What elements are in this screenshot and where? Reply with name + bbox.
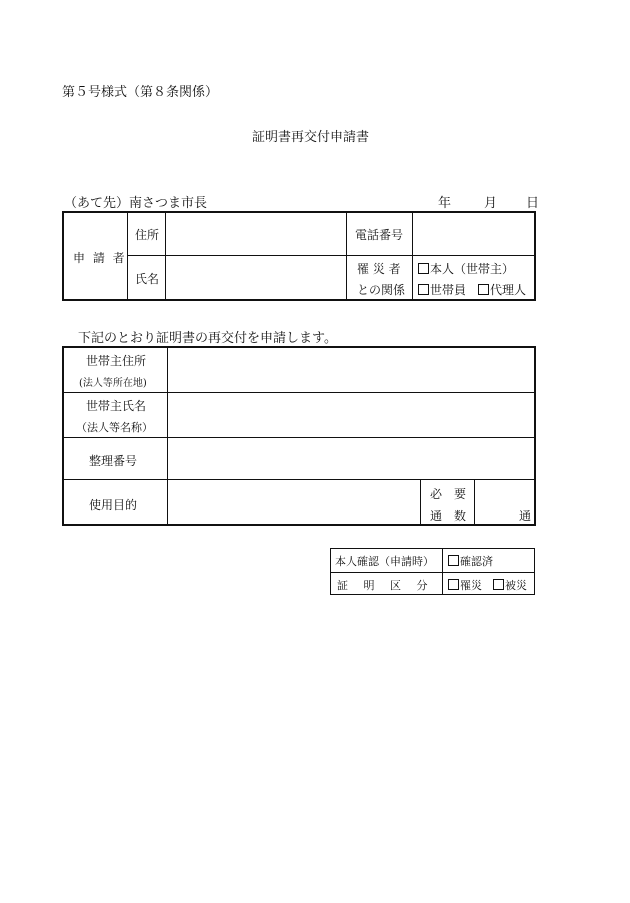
option-damage[interactable] (448, 577, 482, 593)
identity-check-option-label: 確認済 (460, 555, 493, 568)
checkbox-icon[interactable] (448, 579, 459, 590)
divider (331, 572, 534, 573)
checkbox-icon[interactable] (478, 284, 489, 295)
household-address-label: 世帯主住所 (86, 354, 147, 368)
applicant-header: 申 請 者 (73, 251, 127, 265)
option-member-label: 世帯員 (430, 283, 467, 297)
address-label: 住所 (135, 228, 160, 242)
office-use-table (330, 548, 535, 595)
relation-label-line2: との関係 (357, 283, 406, 297)
phone-label: 電話番号 (355, 228, 404, 242)
checkbox-icon[interactable] (493, 579, 504, 590)
option-agent[interactable] (478, 281, 526, 298)
option-victim[interactable] (493, 577, 527, 593)
divider (127, 213, 128, 299)
divider (346, 213, 347, 299)
household-name-sub: （法人等名称） (76, 421, 153, 434)
option-self-label: 本人（世帯主） (430, 262, 515, 276)
phone-input[interactable] (413, 213, 536, 255)
relation-label-line1: 罹 災 者 (357, 262, 401, 276)
household-address-sub: (法人等所在地) (79, 378, 147, 389)
option-self[interactable] (418, 260, 514, 277)
household-address-input[interactable] (168, 348, 536, 392)
certificate-type-label: 証 明 区 分 (337, 579, 434, 592)
required-copies-line2: 通 数 (430, 509, 467, 523)
identity-check-option[interactable] (448, 553, 493, 569)
option-damage-label: 罹災 (460, 579, 482, 592)
name-label: 氏名 (135, 272, 160, 286)
required-copies-line1: 必 要 (430, 487, 467, 501)
option-victim-label: 被災 (505, 579, 527, 592)
copies-unit: 通 (519, 509, 532, 523)
household-name-input[interactable] (168, 393, 536, 437)
reference-number-label: 整理番号 (89, 454, 138, 468)
checkbox-icon[interactable] (418, 263, 429, 274)
detail-table (62, 346, 536, 526)
date-day: 日 (526, 196, 540, 211)
checkbox-icon[interactable] (418, 284, 429, 295)
name-input[interactable] (166, 256, 346, 301)
form-number: 第５号様式（第８条関係） (62, 85, 219, 100)
household-name-label: 世帯主氏名 (86, 399, 147, 413)
date-year: 年 (438, 196, 452, 211)
addressee: （あて先）南さつま市長 (64, 196, 208, 211)
option-agent-label: 代理人 (490, 283, 527, 297)
date-month: 月 (484, 196, 498, 211)
identity-check-label: 本人確認（申請時） (335, 555, 434, 568)
purpose-input[interactable] (168, 480, 420, 526)
divider (420, 479, 421, 524)
checkbox-icon[interactable] (448, 555, 459, 566)
option-member[interactable] (418, 281, 466, 298)
copies-input[interactable] (475, 480, 520, 526)
purpose-label: 使用目的 (89, 498, 138, 512)
document-title: 証明書再交付申請書 (252, 130, 370, 145)
intro-sentence: 下記のとおり証明書の再交付を申請します。 (78, 331, 337, 346)
applicant-table (62, 211, 536, 301)
reference-number-input[interactable] (168, 438, 536, 479)
address-input[interactable] (166, 213, 346, 255)
